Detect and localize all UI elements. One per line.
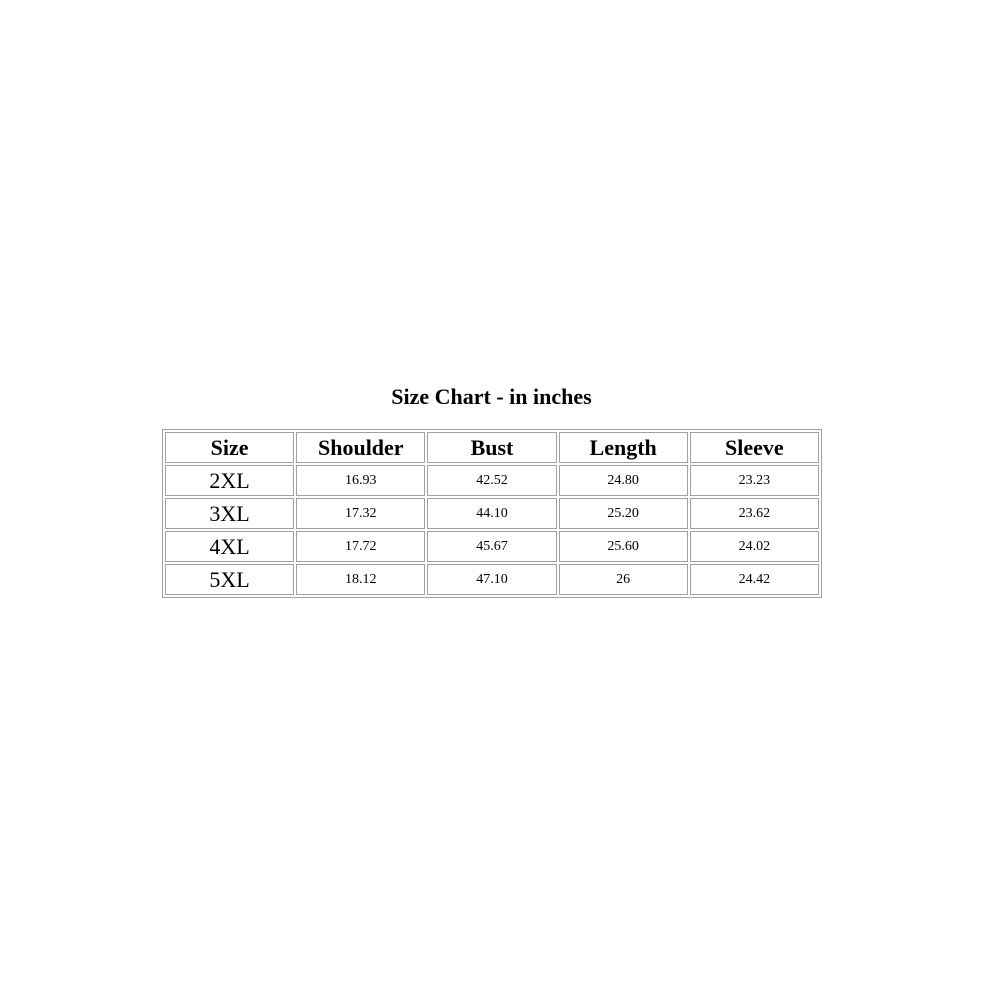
- table-row: [165, 465, 819, 496]
- sleeve-cell: 24.02: [690, 531, 819, 562]
- header-length: Length: [559, 432, 688, 463]
- sleeve-cell: 24.42: [690, 564, 819, 595]
- table-row: [165, 531, 819, 562]
- length-cell: 25.60: [559, 531, 688, 562]
- header-sleeve: Sleeve: [690, 432, 819, 463]
- header-shoulder: Shoulder: [296, 432, 425, 463]
- sleeve-cell: 23.23: [690, 465, 819, 496]
- size-cell: 4XL: [165, 531, 294, 562]
- header-bust: Bust: [427, 432, 556, 463]
- header-size: Size: [165, 432, 294, 463]
- shoulder-cell: 17.32: [296, 498, 425, 529]
- size-cell: 3XL: [165, 498, 294, 529]
- bust-cell: 47.10: [427, 564, 556, 595]
- table-row: [165, 564, 819, 595]
- size-cell: 2XL: [165, 465, 294, 496]
- bust-cell: 44.10: [427, 498, 556, 529]
- table-header-row: [165, 432, 819, 463]
- shoulder-cell: 17.72: [296, 531, 425, 562]
- bust-cell: 45.67: [427, 531, 556, 562]
- size-cell: 5XL: [165, 564, 294, 595]
- page-title: Size Chart - in inches: [391, 384, 592, 409]
- length-cell: 24.80: [559, 465, 688, 496]
- table-row: [165, 498, 819, 529]
- length-cell: 26: [559, 564, 688, 595]
- size-chart-table: [162, 429, 822, 598]
- shoulder-cell: 18.12: [296, 564, 425, 595]
- sleeve-cell: 23.62: [690, 498, 819, 529]
- shoulder-cell: 16.93: [296, 465, 425, 496]
- length-cell: 25.20: [559, 498, 688, 529]
- bust-cell: 42.52: [427, 465, 556, 496]
